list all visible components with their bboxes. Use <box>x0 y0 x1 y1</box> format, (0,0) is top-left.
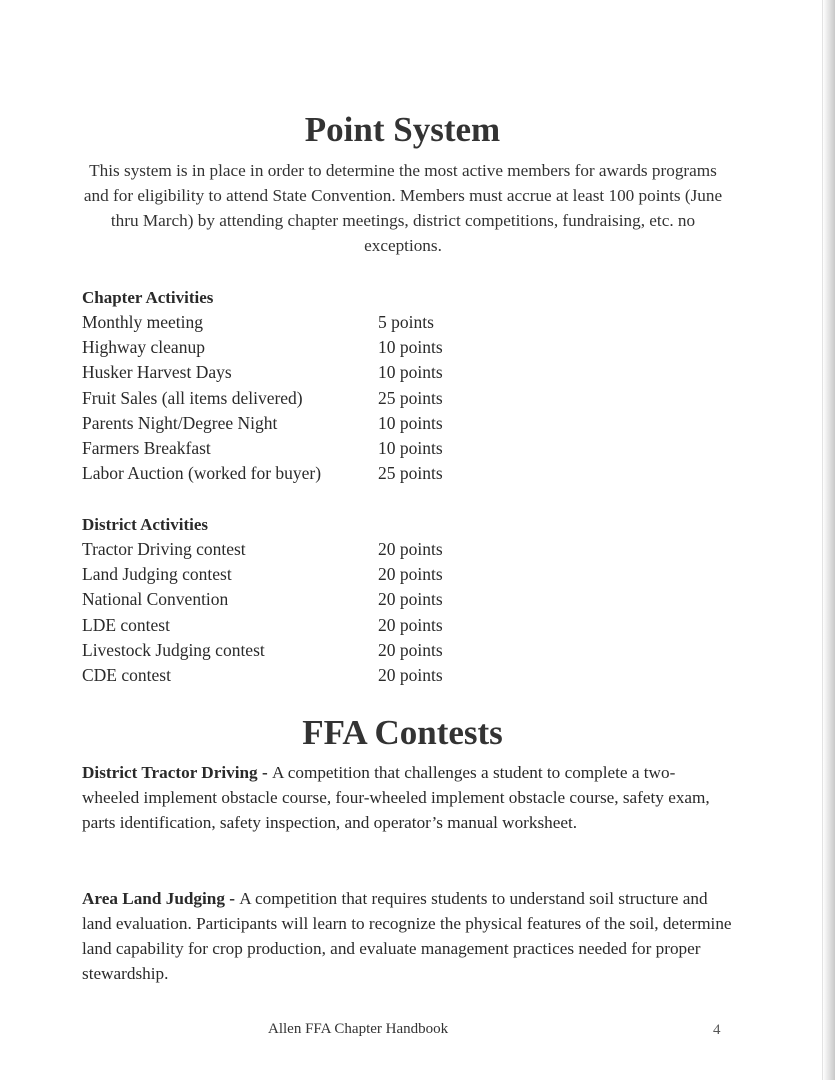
activity-points: 10 points <box>378 362 443 383</box>
activity-points: 10 points <box>378 412 443 433</box>
activity-points: 20 points <box>378 564 443 585</box>
activity-points: 10 points <box>378 337 443 358</box>
contest-description <box>82 886 732 986</box>
page-edge-shadow <box>823 0 835 1080</box>
chapter-activities-heading: Chapter Activities <box>82 288 214 307</box>
point-system-title: Point System <box>304 110 501 149</box>
activity-points: 10 points <box>378 437 443 458</box>
activity-name: Tractor Driving contest <box>82 539 246 559</box>
activity-row <box>82 335 502 360</box>
activity-points: 20 points <box>378 639 443 660</box>
activity-name: National Convention <box>82 589 229 610</box>
activity-row <box>82 537 502 562</box>
district-activities-section <box>82 512 502 688</box>
activity-name: Monthly meeting <box>82 312 204 332</box>
activity-name: Highway cleanup <box>82 337 205 358</box>
chapter-activities-section <box>82 285 502 486</box>
activity-name: LDE contest <box>82 614 170 635</box>
footer-page-number: 4 <box>713 1022 721 1038</box>
activity-points: 25 points <box>378 387 443 408</box>
activity-name: Farmers Breakfast <box>82 437 211 458</box>
activity-row <box>82 360 502 385</box>
activity-name: Land Judging contest <box>82 564 232 585</box>
activity-name: Livestock Judging contest <box>82 639 265 660</box>
activity-name: Parents Night/Degree Night <box>82 412 278 433</box>
activity-points: 20 points <box>378 614 443 635</box>
activity-name: Husker Harvest Days <box>82 362 232 383</box>
activity-row <box>82 461 502 486</box>
activity-name: CDE contest <box>82 664 171 685</box>
activity-row <box>82 436 502 461</box>
activity-points: 20 points <box>378 664 443 685</box>
point-system-intro: This system is in place in order to determine the most active members for awards programs and for eligibility to attend State Convention. Members must accrue at least 100 points (June thru March) by attending chapter meetings, district competitions, fundraising, etc. no exceptions. <box>83 161 723 255</box>
contest-description <box>82 760 732 835</box>
ffa-contests-title: FFA Contests <box>302 713 503 752</box>
contest-name: District Tractor Driving - <box>82 763 272 782</box>
activity-row <box>82 310 502 335</box>
activity-name: Fruit Sales (all items delivered) <box>82 387 303 408</box>
district-activities-heading: District Activities <box>82 515 209 534</box>
activity-row <box>82 587 502 612</box>
activity-row <box>82 386 502 411</box>
activity-points: 25 points <box>378 463 443 484</box>
activity-row <box>82 613 502 638</box>
activity-row <box>82 562 502 587</box>
activity-row <box>82 411 502 436</box>
activity-row <box>82 663 502 688</box>
activity-points: 20 points <box>378 539 443 559</box>
activity-points: 5 points <box>378 312 434 332</box>
activity-points: 20 points <box>378 589 443 610</box>
contest-text: A competition that requires students to understand soil structure and land evaluation. Participants will learn to recognize the physical features of the soil, determine land capability for crop production, and evaluate management practices needed for proper stewardship. <box>82 889 732 983</box>
footer-handbook-title: Allen FFA Chapter Handbook <box>268 1021 449 1037</box>
contest-text: A competition that challenges a student to complete a two-wheeled implement obstacle course, four-wheeled implement obstacle course, safety exam, parts identification, safety inspection, and operator’s manual worksheet. <box>82 763 710 832</box>
activity-name: Labor Auction (worked for buyer) <box>82 463 322 484</box>
contest-name: Area Land Judging - <box>82 889 240 908</box>
activity-row <box>82 638 502 663</box>
